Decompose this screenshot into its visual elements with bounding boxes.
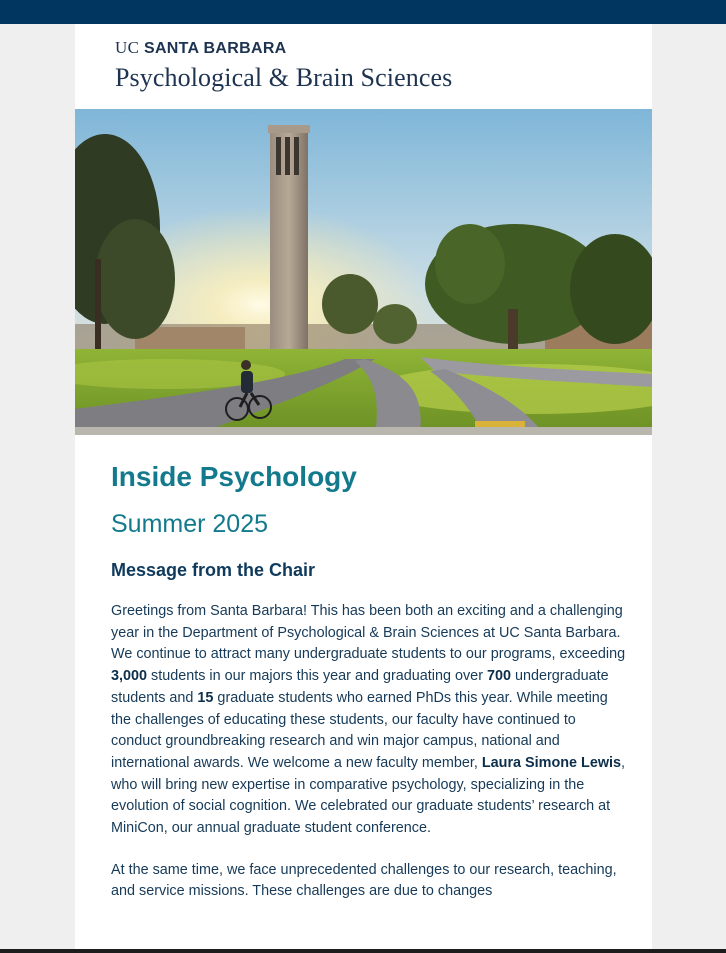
logo-department: Psychological & Brain Sciences xyxy=(115,63,453,92)
text-run: undergraduate students and xyxy=(111,668,609,706)
newsletter-content xyxy=(111,456,626,918)
newsletter-issue: Summer 2025 xyxy=(111,510,269,538)
newsletter-title: Inside Psychology xyxy=(111,461,357,492)
text-run: , who will bring new expertise in comparative psychology, specializing in the evolution of social cognition. We celebrated our graduate students’ research at MiniCon, our annual graduate student conference. xyxy=(111,754,626,837)
text-run: graduate students who earned PhDs this year. While meeting the challenges of educating these students, our faculty have continued to conduct groundbreaking research and win major campus, national and international awards. We welcome a new faculty member, xyxy=(111,689,608,771)
logo-campus: SANTA BARBARA xyxy=(143,40,287,57)
logo-uc: UC xyxy=(115,38,140,57)
logo-campus-line xyxy=(115,38,452,59)
chair-message-paragraph-1 xyxy=(111,601,626,840)
stat-phd-grads: 15 xyxy=(197,689,214,706)
stat-undergrad-grads: 700 xyxy=(486,668,511,685)
text-run: students in our majors this year and graduating over xyxy=(147,668,487,685)
text-run: Greetings from Santa Barbara! This has been both an exciting and a challenging year in the Department of Psychological & Brain Sciences at UC Santa Barbara. We continue to attract many undergraduate students to our programs, exceeding xyxy=(111,603,626,663)
campus-photo-storke-tower xyxy=(75,109,652,435)
top-bar xyxy=(0,0,726,24)
hero-image xyxy=(75,109,652,435)
newsletter-card xyxy=(75,24,652,949)
chair-message-paragraph-2: At the same time, we face unprecedented challenges to our research, teaching, and service missions. These challenges are due to changes xyxy=(111,861,617,900)
stat-majors: 3,000 xyxy=(111,668,148,685)
section-heading: Message from the Chair xyxy=(111,560,316,580)
ucsb-psych-logo[interactable] xyxy=(115,38,452,93)
bottom-bar xyxy=(0,949,726,953)
new-faculty-name: Laura Simone Lewis xyxy=(481,754,622,771)
